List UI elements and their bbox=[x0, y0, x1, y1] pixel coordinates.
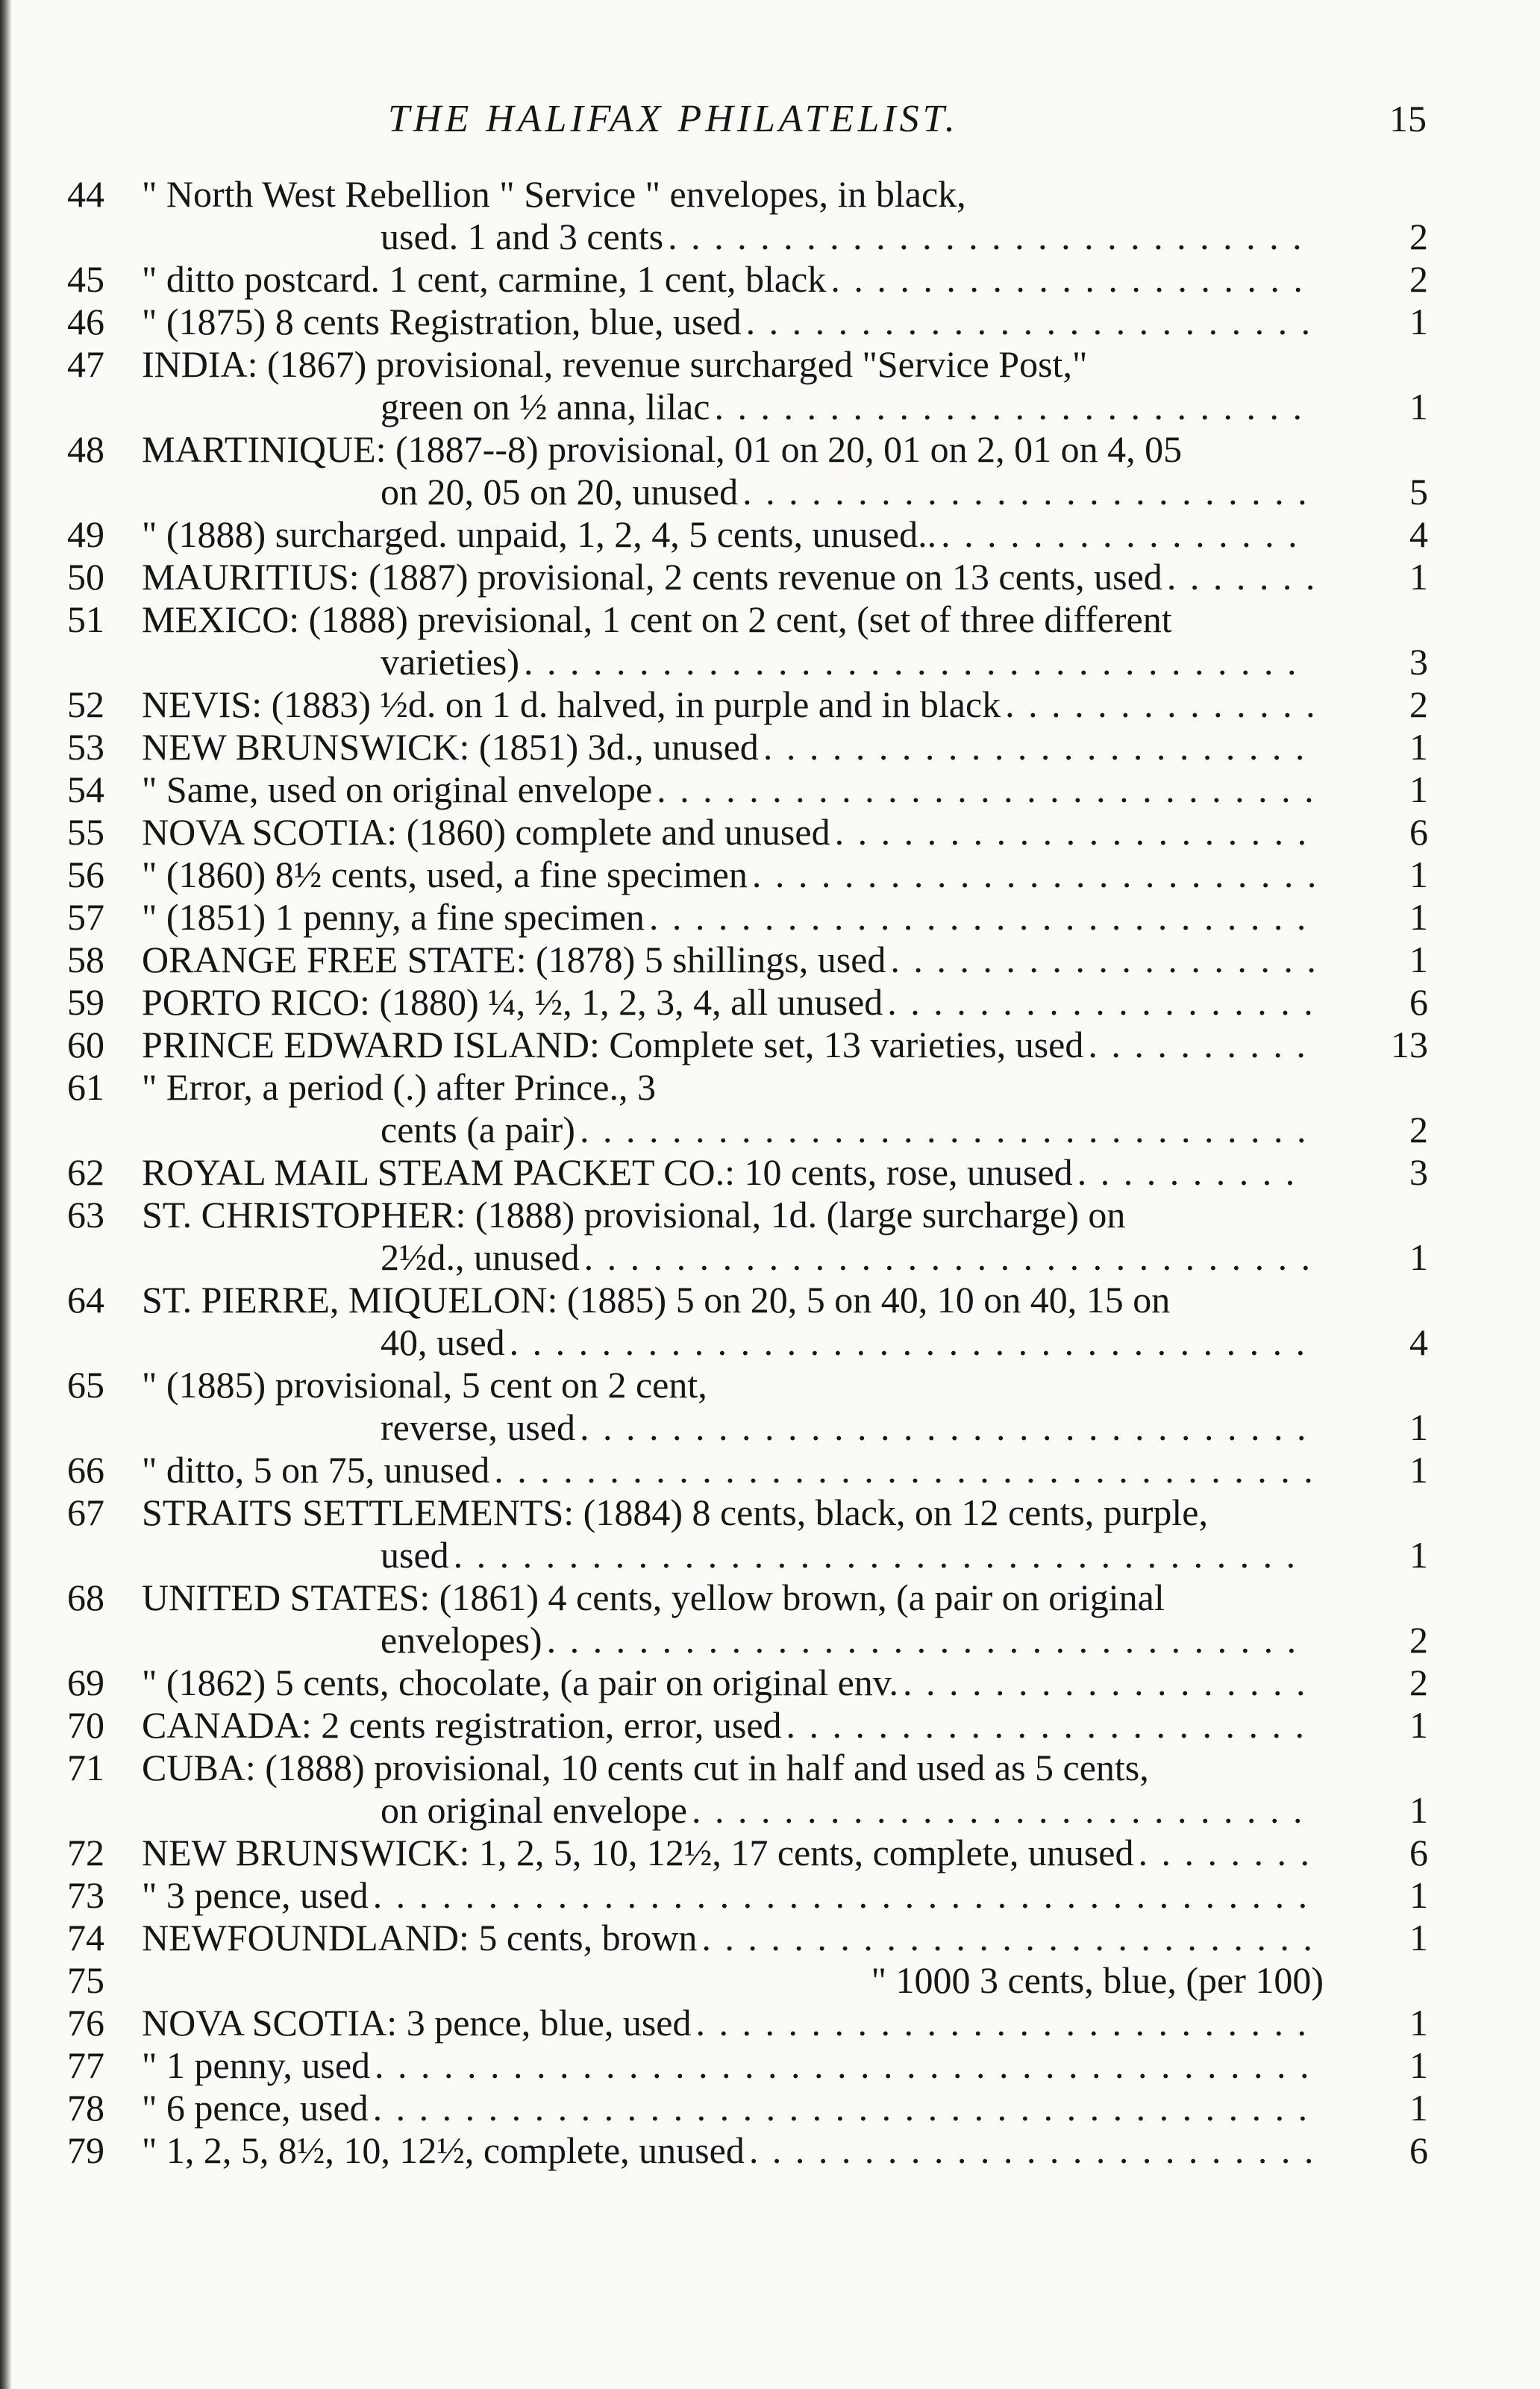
entry-quantity: 1 bbox=[1409, 2002, 1428, 2044]
entry-text bbox=[142, 343, 1324, 386]
entry-first-line bbox=[0, 768, 1540, 811]
dot-leader: . . . . . . . . . . . . . . . . . . . . . . . . bbox=[763, 726, 1307, 768]
entry-description: NEWFOUNDLAND: 5 cents, brown bbox=[142, 1917, 698, 1959]
entry-first-line bbox=[0, 1066, 1540, 1109]
entry-number: 61 bbox=[67, 1066, 104, 1108]
entry-text bbox=[142, 811, 1324, 854]
entry-text bbox=[142, 768, 1324, 811]
entry-description: UNITED STATES: (1861) 4 cents, yellow brown, (a pair on original bbox=[142, 1577, 1165, 1618]
dot-leader: . . . . . . . . . . . . . . . . . . . . . . . . . bbox=[751, 854, 1319, 895]
entry-quantity: 1 bbox=[1409, 1236, 1428, 1278]
entry-description: 2½d., unused bbox=[381, 1236, 580, 1278]
entry-number: 69 bbox=[67, 1662, 104, 1703]
entry-text bbox=[142, 1279, 1324, 1321]
entry-first-line bbox=[0, 1364, 1540, 1406]
entry-quantity: 3 bbox=[1409, 1151, 1428, 1193]
entry-first-line bbox=[0, 258, 1540, 301]
entry-text bbox=[142, 1364, 1324, 1406]
list-entry bbox=[0, 981, 1540, 1024]
stamp-price-list bbox=[0, 173, 1540, 2262]
dot-leader: . . . . . . . . . . . . . . . . . . . . . . . . . . . . . . . . . . . . . . . . . bbox=[372, 1874, 1310, 1916]
dot-leader: . . . . . . . . . . bbox=[1077, 1151, 1298, 1193]
entry-description: on original envelope bbox=[381, 1789, 687, 1831]
list-entry bbox=[0, 1449, 1540, 1491]
dot-leader: . . . . . . . . . . . . . . . . . . . . . . . . . . . . . . . . bbox=[579, 1109, 1309, 1150]
entry-text bbox=[381, 1619, 1324, 1662]
entry-description: NEVIS: (1883) ½d. on 1 d. halved, in purple and in black bbox=[142, 683, 1001, 725]
entry-description: " (1862) 5 cents, chocolate, (a pair on original env. bbox=[142, 1662, 899, 1703]
list-entry bbox=[0, 1917, 1540, 1959]
dot-leader: . . . . . . . . . . . . . . . . . . . . . . . . . . . bbox=[701, 1917, 1315, 1959]
entry-quantity: 3 bbox=[1409, 641, 1428, 683]
entry-number: 73 bbox=[67, 1874, 104, 1916]
entry-text bbox=[381, 471, 1324, 513]
entry-description: ORANGE FREE STATE: (1878) 5 shillings, used bbox=[142, 939, 886, 980]
entry-number: 52 bbox=[67, 683, 104, 725]
entry-description: NEW BRUNSWICK: (1851) 3d., unused bbox=[142, 726, 759, 768]
entry-first-line bbox=[0, 1491, 1540, 1534]
entry-quantity: 2 bbox=[1409, 1619, 1428, 1661]
entry-number: 57 bbox=[67, 896, 104, 938]
entry-first-line bbox=[0, 683, 1540, 726]
entry-description: " ditto postcard. 1 cent, carmine, 1 cent, black bbox=[142, 258, 827, 300]
entry-description: " 1 penny, used bbox=[142, 2044, 371, 2086]
entry-continuation-line bbox=[0, 1321, 1540, 1364]
entry-first-line bbox=[0, 598, 1540, 641]
entry-number: 62 bbox=[67, 1151, 104, 1193]
list-entry bbox=[0, 598, 1540, 683]
entry-number: 54 bbox=[67, 768, 104, 810]
list-entry bbox=[0, 1151, 1540, 1194]
list-entry bbox=[0, 683, 1540, 726]
entry-text bbox=[142, 173, 1324, 216]
entry-description: " (1885) provisional, 5 cent on 2 cent, bbox=[142, 1364, 707, 1406]
entry-description: used bbox=[381, 1534, 449, 1576]
list-entry bbox=[0, 173, 1540, 258]
dot-leader: . . . . . . . bbox=[1166, 556, 1318, 598]
running-title: THE HALIFAX PHILATELIST. bbox=[388, 98, 959, 140]
list-entry bbox=[0, 2129, 1540, 2172]
entry-description: " (1888) surcharged. unpaid, 1, 2, 4, 5 cents, unused.. bbox=[142, 513, 937, 555]
entry-first-line bbox=[0, 1832, 1540, 1874]
entry-quantity: 1 bbox=[1409, 726, 1428, 768]
entry-text bbox=[142, 1959, 1324, 2002]
entry-number: 77 bbox=[67, 2044, 104, 2086]
entry-first-line bbox=[0, 2087, 1540, 2129]
list-entry bbox=[0, 1279, 1540, 1364]
entry-description: varieties) bbox=[381, 641, 520, 683]
entry-quantity: 1 bbox=[1409, 896, 1428, 938]
entry-text bbox=[381, 1534, 1324, 1577]
page-number: 15 bbox=[1389, 98, 1427, 140]
dot-leader: . . . . . . . . . . . . . . . . . . . . . . . . . . . . bbox=[668, 216, 1304, 257]
entry-description: " (1851) 1 penny, a fine specimen bbox=[142, 896, 645, 938]
entry-first-line bbox=[0, 1662, 1540, 1704]
entry-text bbox=[142, 726, 1324, 768]
entry-text bbox=[142, 1151, 1324, 1194]
entry-text bbox=[142, 513, 1324, 556]
entry-description: NOVA SCOTIA: (1860) complete and unused bbox=[142, 811, 830, 853]
entry-text bbox=[142, 981, 1324, 1024]
entry-text bbox=[142, 1874, 1324, 1917]
entry-first-line bbox=[0, 1747, 1540, 1789]
entry-first-line bbox=[0, 896, 1540, 939]
list-entry bbox=[0, 726, 1540, 768]
entry-text bbox=[381, 1789, 1324, 1832]
entry-description: MEXICO: (1888) previsional, 1 cent on 2 cent, (set of three different bbox=[142, 598, 1172, 640]
entry-text bbox=[142, 1066, 1324, 1109]
entry-description: cents (a pair) bbox=[381, 1109, 575, 1150]
dot-leader: . . . . . . . . . . . . . . bbox=[1005, 683, 1318, 725]
entry-description: PRINCE EDWARD ISLAND: Complete set, 13 varieties, used bbox=[142, 1024, 1084, 1065]
list-entry bbox=[0, 1704, 1540, 1747]
entry-description: " ditto, 5 on 75, unused bbox=[142, 1449, 490, 1491]
entry-text bbox=[142, 2044, 1324, 2087]
entry-continuation-line bbox=[0, 1109, 1540, 1151]
entry-first-line bbox=[0, 173, 1540, 216]
entry-number: 51 bbox=[67, 598, 104, 640]
list-entry bbox=[0, 1364, 1540, 1449]
entry-first-line bbox=[0, 1959, 1540, 2002]
entry-text bbox=[381, 1406, 1324, 1449]
entry-number: 48 bbox=[67, 428, 104, 470]
list-entry bbox=[0, 258, 1540, 301]
entry-first-line bbox=[0, 1704, 1540, 1747]
entry-quantity: 1 bbox=[1409, 1917, 1428, 1959]
entry-first-line bbox=[0, 2002, 1540, 2044]
entry-quantity: 6 bbox=[1409, 2129, 1428, 2171]
entry-description: ROYAL MAIL STEAM PACKET CO.: 10 cents, rose, unused bbox=[142, 1151, 1073, 1193]
entry-number: 59 bbox=[67, 981, 104, 1023]
entry-quantity: 4 bbox=[1409, 513, 1428, 555]
entry-quantity: 1 bbox=[1409, 854, 1428, 895]
entry-text bbox=[142, 2002, 1324, 2044]
dot-leader: . . . . . . . . . . . . . . . . . . bbox=[903, 1662, 1308, 1703]
entry-quantity: 4 bbox=[1409, 1321, 1428, 1363]
entry-number: 66 bbox=[67, 1449, 104, 1491]
entry-first-line bbox=[0, 513, 1540, 556]
entry-description: " Same, used on original envelope bbox=[142, 768, 653, 810]
entry-text bbox=[142, 428, 1324, 471]
entry-description: " (1875) 8 cents Registration, blue, used bbox=[142, 301, 742, 342]
entry-description: 40, used bbox=[381, 1321, 505, 1363]
entry-first-line bbox=[0, 1279, 1540, 1321]
entry-description: INDIA: (1867) provisional, revenue surcharged "Service Post," bbox=[142, 343, 1088, 385]
entry-quantity: 1 bbox=[1409, 2087, 1428, 2129]
dot-leader: . . . . . . . . bbox=[1138, 1832, 1312, 1873]
dot-leader: . . . . . . . . . . . . . . . . . . . . . . . . . . . . . . . . . . . bbox=[509, 1321, 1308, 1363]
dot-leader: . . . . . . . . . . . . . . . . . . . . . . . . . . . bbox=[692, 1789, 1305, 1831]
entry-first-line bbox=[0, 1874, 1540, 1917]
entry-number: 47 bbox=[67, 343, 104, 385]
entry-text bbox=[142, 1704, 1324, 1747]
entry-continuation-line bbox=[0, 1789, 1540, 1832]
list-entry bbox=[0, 854, 1540, 896]
list-entry bbox=[0, 2002, 1540, 2044]
entry-description: on 20, 05 on 20, unused bbox=[381, 471, 739, 513]
entry-number: 76 bbox=[67, 2002, 104, 2044]
entry-first-line bbox=[0, 726, 1540, 768]
list-entry bbox=[0, 301, 1540, 343]
entry-first-line bbox=[0, 1024, 1540, 1066]
entry-first-line bbox=[0, 811, 1540, 854]
entry-text bbox=[142, 896, 1324, 939]
entry-number: 74 bbox=[67, 1917, 104, 1959]
entry-quantity: 13 bbox=[1391, 1024, 1428, 1065]
dot-leader: . . . . . . . . . . . . . . . . bbox=[941, 513, 1300, 555]
entry-description: " 3 pence, used bbox=[142, 1874, 369, 1916]
entry-number: 49 bbox=[67, 513, 104, 555]
entry-description: reverse, used bbox=[381, 1406, 575, 1448]
entry-first-line bbox=[0, 981, 1540, 1024]
entry-quantity: 2 bbox=[1409, 1662, 1428, 1703]
dot-leader: . . . . . . . . . . . . . . . . . . . . . . . . . . . . . . . . . bbox=[546, 1619, 1299, 1661]
entry-description: MAURITIUS: (1887) provisional, 2 cents revenue on 13 cents, used bbox=[142, 556, 1162, 598]
list-entry bbox=[0, 1491, 1540, 1577]
entry-text bbox=[142, 258, 1324, 301]
entry-text bbox=[142, 1747, 1324, 1789]
dot-leader: . . . . . . . . . . . . . . . . . . . . . bbox=[834, 811, 1309, 853]
entry-text bbox=[142, 598, 1324, 641]
entry-continuation-line bbox=[0, 1236, 1540, 1279]
list-entry bbox=[0, 343, 1540, 428]
entry-description: NEW BRUNSWICK: 1, 2, 5, 10, 12½, 17 cents, complete, unused bbox=[142, 1832, 1134, 1873]
entry-quantity: 6 bbox=[1409, 1832, 1428, 1873]
entry-number: 55 bbox=[67, 811, 104, 853]
entry-number: 70 bbox=[67, 1704, 104, 1746]
dot-leader: . . . . . . . . . . . . . . . . . . . . . . . . . . bbox=[714, 386, 1304, 428]
entry-first-line bbox=[0, 1577, 1540, 1619]
entry-description: used. 1 and 3 cents bbox=[381, 216, 664, 257]
entry-number: 68 bbox=[67, 1577, 104, 1618]
entry-description: ST. PIERRE, MIQUELON: (1885) 5 on 20, 5 on 40, 10 on 40, 15 on bbox=[142, 1279, 1171, 1321]
list-entry bbox=[0, 1874, 1540, 1917]
dot-leader: . . . . . . . . . . . . . . . . . . . . . . . . . . . . . bbox=[657, 768, 1316, 810]
entry-continuation-line bbox=[0, 1406, 1540, 1449]
entry-quantity: 1 bbox=[1409, 1704, 1428, 1746]
entry-description: MARTINIQUE: (1887--8) provisional, 01 on 20, 01 on 2, 01 on 4, 05 bbox=[142, 428, 1183, 470]
entry-number: 63 bbox=[67, 1194, 104, 1236]
list-entry bbox=[0, 1066, 1540, 1151]
entry-description: " North West Rebellion " Service " envelopes, in black, bbox=[142, 173, 966, 215]
entry-number: 71 bbox=[67, 1747, 104, 1788]
dot-leader: . . . . . . . . . . . . . . . . . . . . . bbox=[830, 258, 1305, 300]
entry-description: green on ½ anna, lilac bbox=[381, 386, 710, 428]
entry-quantity: 2 bbox=[1409, 258, 1428, 300]
entry-first-line bbox=[0, 428, 1540, 471]
entry-continuation-line bbox=[0, 1534, 1540, 1577]
entry-quantity: 6 bbox=[1409, 981, 1428, 1023]
entry-continuation-line bbox=[0, 641, 1540, 683]
entry-text bbox=[142, 1491, 1324, 1534]
entry-description: " (1860) 8½ cents, used, a fine specimen bbox=[142, 854, 748, 895]
entry-number: 75 bbox=[67, 1959, 104, 2001]
list-entry bbox=[0, 428, 1540, 513]
entry-quantity: 1 bbox=[1409, 1874, 1428, 1916]
entry-number: 78 bbox=[67, 2087, 104, 2129]
list-entry bbox=[0, 2087, 1540, 2129]
entry-quantity: 1 bbox=[1409, 939, 1428, 980]
entry-continuation-line bbox=[0, 1619, 1540, 1662]
entry-number: 65 bbox=[67, 1364, 104, 1406]
entry-quantity: 1 bbox=[1409, 2044, 1428, 2086]
entry-quantity: 2 bbox=[1409, 216, 1428, 257]
dot-leader: . . . . . . . . . . . . . . . . . . . . . . . . . . . . . . . . . . . . . . . . . bbox=[372, 2087, 1310, 2129]
list-entry bbox=[0, 939, 1540, 981]
dot-leader: . . . . . . . . . . . . . . . . . . . . . . . . . . . . . . . . bbox=[583, 1236, 1313, 1278]
entry-quantity: 1 bbox=[1409, 1789, 1428, 1831]
dot-leader: . . . . . . . . . . . . . . . . . . . . . . . . . . . . . . . . . . . . . bbox=[453, 1534, 1298, 1576]
list-entry bbox=[0, 1832, 1540, 1874]
entry-number: 72 bbox=[67, 1832, 104, 1873]
entry-continuation-line bbox=[0, 386, 1540, 428]
list-entry bbox=[0, 1662, 1540, 1704]
entry-first-line bbox=[0, 1917, 1540, 1959]
entry-text bbox=[381, 641, 1324, 683]
dot-leader: . . . . . . . . . . . . . . . . . . . . . . . . . bbox=[748, 2129, 1316, 2171]
entry-text bbox=[381, 1109, 1324, 1151]
entry-first-line bbox=[0, 1194, 1540, 1236]
entry-first-line bbox=[0, 1449, 1540, 1491]
dot-leader: . . . . . . . . . . . . . . . . . . . . . . . bbox=[786, 1704, 1307, 1746]
entry-quantity: 1 bbox=[1409, 556, 1428, 598]
entry-description: " Error, a period (.) after Prince., 3 bbox=[142, 1066, 656, 1108]
entry-number: 58 bbox=[67, 939, 104, 980]
entry-text bbox=[381, 1236, 1324, 1279]
entry-number: 79 bbox=[67, 2129, 104, 2171]
entry-text bbox=[142, 301, 1324, 343]
entry-text bbox=[142, 1194, 1324, 1236]
entry-number: 53 bbox=[67, 726, 104, 768]
entry-text bbox=[381, 386, 1324, 428]
entry-text bbox=[381, 1321, 1324, 1364]
entry-quantity: 5 bbox=[1409, 471, 1428, 513]
entry-first-line bbox=[0, 343, 1540, 386]
entry-description: CUBA: (1888) provisional, 10 cents cut in half and used as 5 cents, bbox=[142, 1747, 1149, 1788]
entry-description: ST. CHRISTOPHER: (1888) provisional, 1d. (large surcharge) on bbox=[142, 1194, 1126, 1236]
entry-number: 64 bbox=[67, 1279, 104, 1321]
list-entry bbox=[0, 896, 1540, 939]
entry-text bbox=[142, 2087, 1324, 2129]
entry-quantity: 1 bbox=[1409, 301, 1428, 342]
entry-text bbox=[142, 1917, 1324, 1959]
entry-first-line bbox=[0, 556, 1540, 598]
page-header bbox=[0, 97, 1540, 157]
entry-text bbox=[142, 1449, 1324, 1491]
entry-continuation-line bbox=[0, 216, 1540, 258]
entry-text bbox=[142, 1577, 1324, 1619]
entry-text bbox=[142, 854, 1324, 896]
entry-number: 45 bbox=[67, 258, 104, 300]
entry-text bbox=[381, 216, 1324, 258]
entry-quantity: 6 bbox=[1409, 811, 1428, 853]
entry-text bbox=[142, 1662, 1324, 1704]
entry-description: " 1, 2, 5, 8½, 10, 12½, complete, unused bbox=[142, 2129, 745, 2171]
dot-leader: . . . . . . . . . . . . . . . . . . . . . . . . . . . bbox=[695, 2002, 1309, 2044]
dot-leader: . . . . . . . . . . . . . . . . . . . bbox=[887, 981, 1315, 1023]
dot-leader: . . . . . . . . . . . . . . . . . . . . . . . . . bbox=[742, 471, 1309, 513]
entry-quantity: 1 bbox=[1409, 1449, 1428, 1491]
entry-quantity: 1 bbox=[1409, 1534, 1428, 1576]
entry-first-line bbox=[0, 939, 1540, 981]
entry-quantity: 1 bbox=[1409, 1406, 1428, 1448]
entry-description: NOVA SCOTIA: 3 pence, blue, used bbox=[142, 2002, 692, 2044]
entry-description: CANADA: 2 cents registration, error, used bbox=[142, 1704, 782, 1746]
entry-number: 50 bbox=[67, 556, 104, 598]
dot-leader: . . . . . . . . . . . . . . . . . . . bbox=[890, 939, 1318, 980]
list-entry bbox=[0, 2044, 1540, 2087]
list-entry bbox=[0, 1194, 1540, 1279]
entry-description: STRAITS SETTLEMENTS: (1884) 8 cents, black, on 12 cents, purple, bbox=[142, 1491, 1208, 1533]
list-entry bbox=[0, 556, 1540, 598]
list-entry bbox=[0, 513, 1540, 556]
entry-description: envelopes) bbox=[381, 1619, 542, 1661]
entry-quantity: 1 bbox=[1409, 768, 1428, 810]
dot-leader: . . . . . . . . . . . . . . . . . . . . . . . . . . . . . . . . bbox=[580, 1406, 1309, 1448]
entry-text bbox=[142, 939, 1324, 981]
entry-text bbox=[142, 683, 1324, 726]
dot-leader: . . . . . . . . . . . . . . . . . . . . . . . . . bbox=[745, 301, 1313, 342]
dot-leader: . . . . . . . . . . . . . . . . . . . . . . . . . . . . . . . . . . . . bbox=[494, 1449, 1315, 1491]
entry-first-line bbox=[0, 1151, 1540, 1194]
list-entry bbox=[0, 1959, 1540, 2002]
entry-first-line bbox=[0, 301, 1540, 343]
list-entry bbox=[0, 1024, 1540, 1066]
entry-quantity: 1 bbox=[1409, 386, 1428, 428]
list-entry bbox=[0, 1577, 1540, 1662]
entry-first-line bbox=[0, 2044, 1540, 2087]
entry-first-line bbox=[0, 2129, 1540, 2172]
entry-number: 56 bbox=[67, 854, 104, 895]
entry-number: 60 bbox=[67, 1024, 104, 1065]
entry-text bbox=[142, 1024, 1324, 1066]
entry-continuation-line bbox=[0, 471, 1540, 513]
entry-number: 44 bbox=[67, 173, 104, 215]
entry-quantity: 2 bbox=[1409, 683, 1428, 725]
entry-first-line bbox=[0, 854, 1540, 896]
entry-quantity: 2 bbox=[1409, 1109, 1428, 1150]
dot-leader: . . . . . . . . . . . . . . . . . . . . . . . . . . . . . bbox=[648, 896, 1309, 938]
entry-description: " 1000 3 cents, blue, (per 100) bbox=[871, 1959, 1324, 2001]
entry-text bbox=[142, 2129, 1324, 2172]
entry-description: PORTO RICO: (1880) ¼, ½, 1, 2, 3, 4, all unused bbox=[142, 981, 883, 1023]
entry-number: 67 bbox=[67, 1491, 104, 1533]
entry-text bbox=[142, 556, 1324, 598]
entry-number: 46 bbox=[67, 301, 104, 342]
dot-leader: . . . . . . . . . . . . . . . . . . . . . . . . . . . . . . . . . . bbox=[524, 641, 1299, 683]
list-entry bbox=[0, 768, 1540, 811]
entry-text bbox=[142, 1832, 1324, 1874]
list-entry bbox=[0, 1747, 1540, 1832]
entry-description: " 6 pence, used bbox=[142, 2087, 369, 2129]
list-entry bbox=[0, 811, 1540, 854]
dot-leader: . . . . . . . . . . . . . . . . . . . . . . . . . . . . . . . . . . . . . . . . . bbox=[375, 2044, 1312, 2086]
dot-leader: . . . . . . . . . . bbox=[1088, 1024, 1308, 1065]
